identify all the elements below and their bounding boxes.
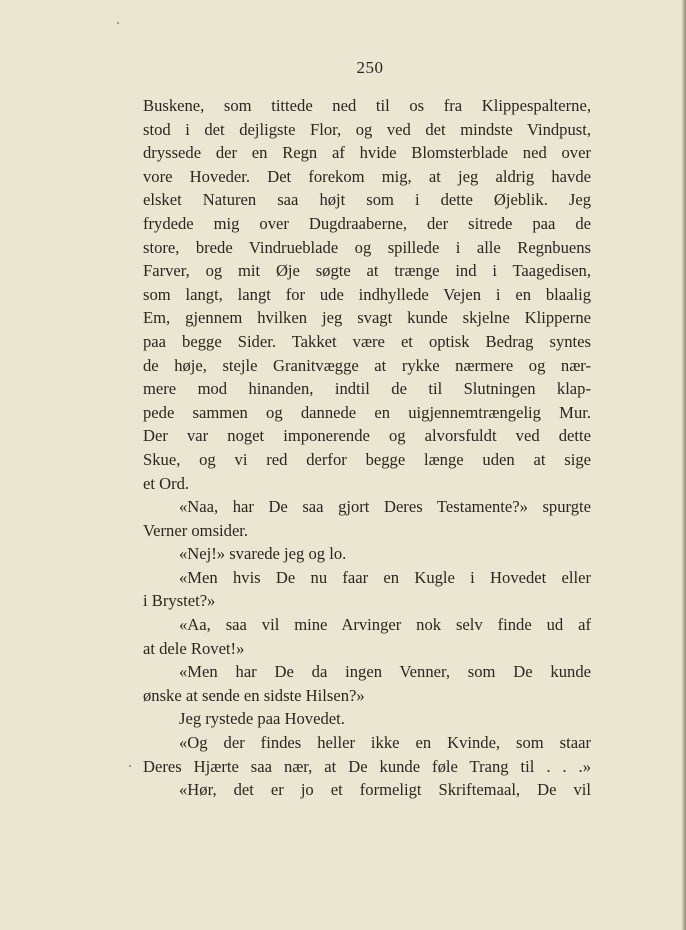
text-line: ønske at sende en sidste Hilsen?» — [143, 685, 365, 705]
text-line: stod i det dejligste Flor, og ved det mindste Vindpust, — [143, 119, 591, 139]
text-line: store, brede Vindrueblade og spillede i alle Regnbuens — [143, 237, 591, 257]
text-line: et Ord. — [143, 473, 190, 493]
paper-speck — [129, 765, 131, 767]
text-line: de høje, stejle Granitvægge at rykke nærmere og nær- — [143, 355, 591, 375]
text-line: «Nej!» svarede jeg og lo. — [179, 544, 347, 564]
text-line: som langt, langt for ude indhyllede Vejen i en blaalig — [143, 284, 591, 304]
text-line: at dele Rovet!» — [143, 638, 245, 658]
text-line: Buskene, som tittede ned til os fra Klippespalterne, — [143, 96, 591, 115]
text-line: elsket Naturen saa højt som i dette Øjeblik. Jeg — [143, 190, 591, 210]
text-line: Farver, og mit Øje søgte at trænge ind i Taagedisen, — [143, 261, 591, 281]
text-line: «Hør, det er jo et formeligt Skriftemaal, De vil — [179, 780, 591, 800]
text-line: paa begge Sider. Takket være et optisk Bedrag syntes — [143, 331, 591, 351]
text-line: i Brystet?» — [143, 591, 216, 611]
text-line: pede sammen og dannede en uigjennemtrængelig Mur. — [143, 402, 591, 422]
text-line: Em, gjennem hvilken jeg svagt kunde skjelne Klipperne — [143, 308, 591, 328]
text-line: frydede mig over Dugdraaberne, der sitrede paa de — [143, 213, 591, 233]
text-line: «Men hvis De nu faar en Kugle i Hovedet eller — [179, 567, 591, 587]
text-line: Skue, og vi red derfor begge længe uden at sige — [143, 449, 591, 469]
text-line: Deres Hjærte saa nær, at De kunde føle Trang til . . .» — [143, 756, 591, 776]
text-line: Jeg rystede paa Hovedet. — [179, 709, 345, 729]
text-line: «Naa, har De saa gjort Deres Testamente?» spurgte — [179, 497, 591, 517]
text-line: «Og der findes heller ikke en Kvinde, som staar — [179, 733, 591, 753]
text-line: Der var noget imponerende og alvorsfuldt ved dette — [143, 426, 591, 446]
text-line: mere mod hinanden, indtil de til Slutningen klap- — [143, 379, 591, 399]
page-number: 250 — [356, 58, 384, 77]
paper-speck — [117, 22, 119, 24]
text-line: dryssede der en Regn af hvide Blomsterblade ned over — [143, 143, 591, 163]
body-text — [143, 94, 591, 802]
text-line: «Aa, saa vil mine Arvinger nok selv finde ud af — [179, 615, 591, 635]
text-line: Verner omsider. — [143, 520, 249, 540]
text-line: «Men har De da ingen Venner, som De kunde — [179, 662, 591, 682]
page-edge — [682, 0, 686, 930]
text-line: vore Hoveder. Det forekom mig, at jeg aldrig havde — [143, 166, 591, 186]
